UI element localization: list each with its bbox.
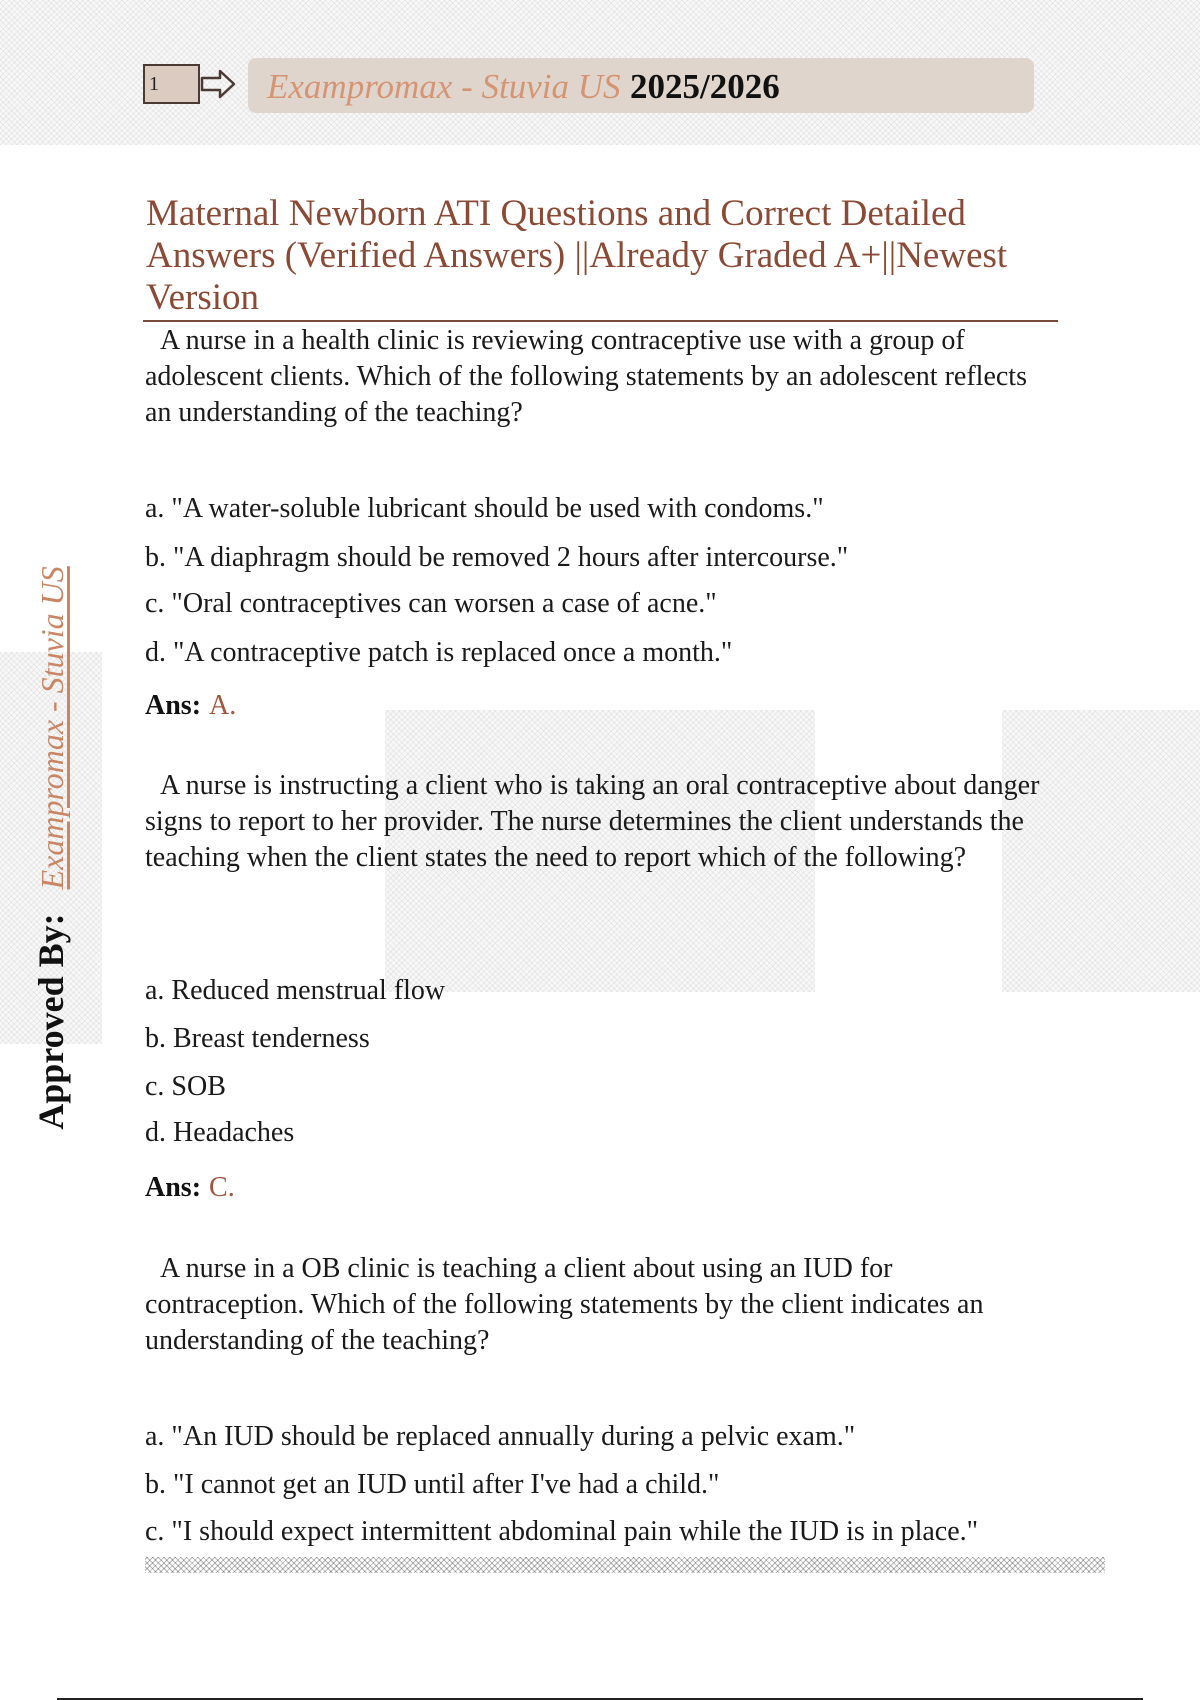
answer-option: a. "A water-soluble lubricant should be used with condoms." [145, 493, 824, 524]
approved-by-watermark [30, 566, 72, 1130]
answer-option: a. "An IUD should be replaced annually during a pelvic exam." [145, 1421, 856, 1452]
answer-option: d. Headaches [145, 1117, 295, 1148]
answer-option: b. "A diaphragm should be removed 2 hours after intercourse." [145, 542, 849, 573]
answer-option: b. "I cannot get an IUD until after I've had a child." [145, 1469, 720, 1500]
answer-value: C. [209, 1172, 235, 1203]
answer-option: c. "I should expect intermittent abdominal pain while the IUD is in place." [145, 1516, 979, 1547]
title-divider [143, 320, 1058, 322]
answer-line [145, 689, 236, 723]
question-text: A nurse is instructing a client who is taking an oral contraceptive about danger signs to report to her provider. The nurse determines the client understands the teaching when the client states the need to report which of the following? [145, 770, 1040, 873]
answer-option: a. Reduced menstrual flow [145, 975, 446, 1006]
approved-by-source: Exampromax - Stuvia US [34, 566, 70, 890]
answer-label: Ans: [145, 1172, 202, 1203]
question-text: A nurse in a OB clinic is teaching a client about using an IUD for contraception. Which of the following statements by the client indicates an understanding of the teaching? [145, 1253, 984, 1356]
redaction-strip [145, 1557, 1105, 1573]
answer-option: b. Breast tenderness [145, 1023, 370, 1054]
answer-label: Ans: [145, 690, 202, 721]
answer-option: c. "Oral contraceptives can worsen a case of acne." [145, 588, 717, 619]
answer-line [145, 1171, 235, 1205]
header-source: Exampromax - Stuvia US [267, 67, 621, 106]
answer-value: A. [209, 690, 237, 721]
arrow-right-icon [200, 68, 236, 100]
answer-option: c. SOB [145, 1071, 226, 1102]
question-text: A nurse in a health clinic is reviewing contraceptive use with a group of adolescent clients. Which of the following statements by an adolescent reflects an understanding of the teaching? [145, 325, 1027, 428]
page-number: 1 [143, 64, 200, 104]
answer-option: d. "A contraceptive patch is replaced once a month." [145, 637, 733, 668]
header-year: 2025/2026 [630, 67, 780, 106]
document-title: Maternal Newborn ATI Questions and Correct Detailed Answers (Verified Answers) ||Already Graded A+||Newest Version [146, 193, 1008, 318]
approved-by-label: Approved By: [31, 913, 71, 1130]
